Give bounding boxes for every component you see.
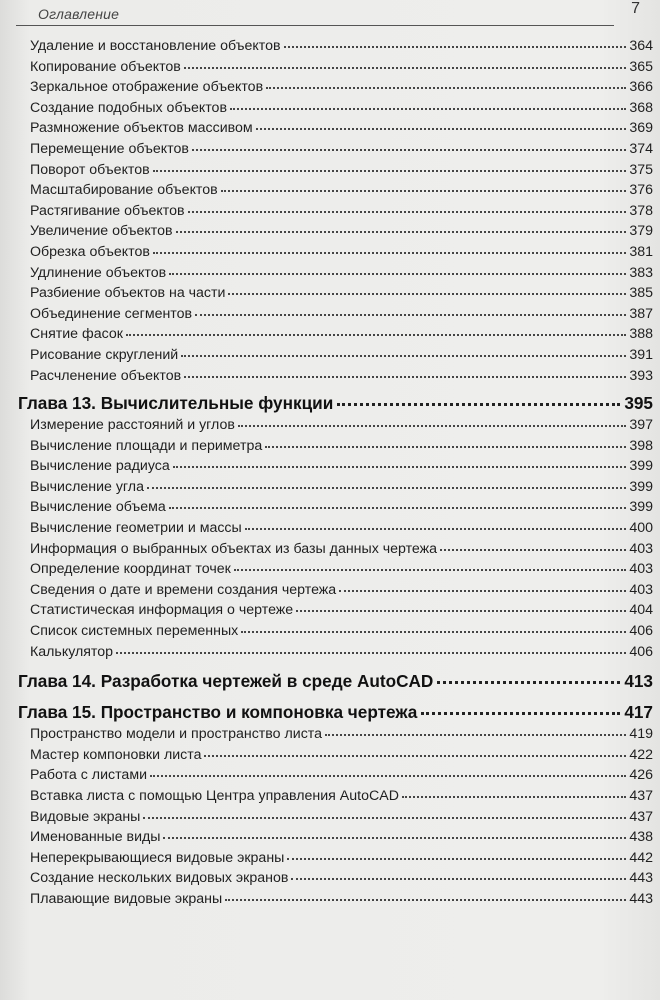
entry-title: Работа с листами	[30, 767, 147, 784]
entry-page: 383	[629, 264, 653, 281]
entry-page: 391	[629, 346, 653, 363]
entry-title: Копирование объектов	[30, 58, 181, 75]
entry-title: Вычисление объема	[30, 499, 166, 516]
chapter-title: Глава 15. Пространство и компоновка чертежа	[18, 702, 418, 723]
entry-page: 366	[629, 79, 653, 96]
toc-entry	[0, 221, 660, 242]
dot-leader	[225, 898, 626, 901]
chapter-page: 395	[624, 393, 653, 414]
entry-page: 399	[629, 478, 653, 495]
entry-title: Плавающие видовые экраны	[30, 890, 223, 907]
entry-page: 438	[629, 829, 653, 846]
dot-leader	[440, 548, 626, 551]
toc-chapter-13	[0, 391, 660, 415]
entry-page: 381	[629, 243, 653, 260]
toc-entry	[0, 765, 660, 786]
toc-entry	[0, 415, 660, 436]
entry-page: 398	[629, 437, 653, 454]
entry-title: Создание нескольких видовых экранов	[30, 870, 289, 887]
toc-entry	[0, 518, 660, 539]
toc-entry	[0, 477, 660, 498]
dot-leader	[291, 877, 626, 880]
entry-page: 399	[629, 499, 653, 516]
dot-leader	[153, 169, 627, 172]
dot-leader	[238, 424, 626, 427]
toc-entry	[0, 745, 660, 766]
toc-entry	[0, 600, 660, 621]
toc-entry	[0, 827, 660, 848]
entry-title: Создание подобных объектов	[30, 99, 227, 116]
entry-title: Именованные виды	[30, 829, 161, 846]
toc-group-chapter-15	[0, 724, 660, 909]
dot-leader	[169, 506, 627, 509]
entry-page: 419	[629, 726, 653, 743]
dot-leader	[204, 754, 626, 757]
page-number: 7	[631, 0, 640, 17]
dot-leader	[287, 857, 626, 860]
entry-title: Обрезка объектов	[30, 243, 150, 260]
entry-page: 368	[629, 99, 653, 116]
toc-entry	[0, 868, 660, 889]
dot-leader	[188, 210, 627, 213]
toc-entry	[0, 139, 660, 160]
entry-page: 403	[629, 561, 653, 578]
entry-title: Масштабирование объектов	[30, 182, 218, 199]
toc-entry	[0, 621, 660, 642]
toc-entry	[0, 242, 660, 263]
chapter-page: 413	[624, 671, 653, 692]
toc-entry	[0, 180, 660, 201]
dot-leader	[339, 589, 626, 592]
entry-page: 437	[629, 808, 653, 825]
entry-page: 365	[629, 58, 653, 75]
toc-entry	[0, 456, 660, 477]
toc-entry	[0, 304, 660, 325]
dot-leader	[265, 445, 626, 448]
entry-title: Видовые экраны	[30, 808, 141, 825]
entry-page: 443	[629, 890, 653, 907]
toc-chapter-15	[0, 700, 660, 724]
entry-title: Пространство модели и пространство листа	[30, 726, 323, 743]
entry-page: 376	[629, 182, 653, 199]
toc-entry	[0, 497, 660, 518]
entry-title: Удаление и восстановление объектов	[30, 38, 281, 54]
toc-entry	[0, 98, 660, 119]
entry-title: Поворот объектов	[30, 161, 150, 178]
entry-title: Растягивание объектов	[30, 202, 185, 219]
dot-leader	[337, 402, 620, 406]
entry-page: 403	[629, 581, 653, 598]
header-rule	[16, 25, 614, 26]
dot-leader	[421, 711, 620, 715]
toc-entry	[0, 77, 660, 98]
entry-title: Разбиение объектов на части	[30, 285, 226, 302]
dot-leader	[184, 375, 626, 378]
toc-entry	[0, 539, 660, 560]
entry-page: 406	[629, 623, 653, 640]
dot-leader	[230, 107, 626, 110]
toc-entry	[0, 118, 660, 139]
entry-page: 406	[629, 643, 653, 660]
dot-leader	[325, 733, 626, 736]
entry-title: Снятие фасок	[30, 326, 123, 343]
entry-title: Увеличение объектов	[30, 223, 173, 240]
entry-page: 422	[629, 746, 653, 763]
entry-page: 400	[629, 520, 653, 537]
toc-entry	[0, 786, 660, 807]
entry-page: 437	[629, 788, 653, 804]
entry-page: 387	[629, 305, 653, 322]
entry-page: 397	[629, 417, 653, 434]
dot-leader	[284, 45, 627, 48]
toc-entry	[0, 724, 660, 745]
entry-title: Зеркальное отображение объектов	[30, 79, 264, 96]
entry-page: 404	[629, 602, 653, 619]
toc-entry	[0, 201, 660, 222]
toc-entry	[0, 283, 660, 304]
entry-title: Информация о выбранных объектах из базы данных чертежа	[30, 540, 438, 557]
toc-entry	[0, 36, 660, 57]
dot-leader	[163, 836, 626, 839]
entry-title: Удлинение объектов	[30, 264, 167, 281]
dot-leader	[192, 148, 626, 151]
entry-page: 364	[629, 38, 653, 54]
toc-entry	[0, 263, 660, 284]
entry-title: Расчленение объектов	[30, 367, 182, 384]
entry-title: Вычисление геометрии и массы	[30, 520, 242, 537]
chapter-title: Глава 14. Разработка чертежей в среде AutoCAD	[18, 671, 434, 692]
dot-leader	[181, 354, 626, 357]
dot-leader	[256, 127, 627, 130]
toc-entry	[0, 889, 660, 910]
toc-entry	[0, 345, 660, 366]
table-of-contents	[0, 36, 660, 910]
entry-page: 375	[629, 161, 653, 178]
entry-title: Определение координат точек	[30, 561, 231, 578]
dot-leader	[195, 313, 626, 316]
entry-title: Список системных переменных	[30, 623, 239, 640]
entry-page: 443	[629, 870, 653, 887]
entry-page: 369	[629, 120, 653, 137]
dot-leader	[228, 292, 626, 295]
entry-title: Мастер компоновки листа	[30, 746, 202, 763]
toc-entry	[0, 324, 660, 345]
entry-page: 393	[629, 367, 653, 384]
toc-group-chapter-12-tail	[0, 36, 660, 386]
toc-entry	[0, 559, 660, 580]
entry-title: Объединение сегментов	[30, 305, 193, 322]
section-title: Оглавление	[38, 6, 120, 22]
dot-leader	[173, 465, 627, 468]
entry-page: 399	[629, 458, 653, 475]
entry-title: Измерение расстояний и углов	[30, 417, 235, 434]
toc-entry	[0, 436, 660, 457]
entry-page: 388	[629, 326, 653, 343]
entry-title: Сведения о дате и времени создания чертежа	[30, 581, 337, 598]
entry-title: Калькулятор	[30, 643, 114, 660]
toc-entry	[0, 580, 660, 601]
chapter-title: Глава 13. Вычислительные функции	[18, 393, 334, 414]
dot-leader	[221, 189, 627, 192]
toc-chapter-14	[0, 669, 660, 693]
dot-leader	[402, 795, 626, 798]
entry-page: 403	[629, 540, 653, 557]
dot-leader	[296, 609, 626, 612]
dot-leader	[437, 680, 620, 684]
entry-title: Вычисление площади и периметра	[30, 437, 263, 454]
entry-page: 426	[629, 767, 653, 784]
entry-title: Вставка листа с помощью Центра управления AutoCAD	[30, 788, 399, 804]
entry-title: Рисование скруглений	[30, 346, 179, 363]
entry-title: Вычисление угла	[30, 478, 144, 495]
toc-entry	[0, 807, 660, 828]
dot-leader	[116, 651, 626, 654]
entry-page: 374	[629, 140, 653, 157]
entry-page: 442	[629, 849, 653, 866]
dot-leader	[176, 230, 627, 233]
dot-leader	[245, 527, 627, 530]
dot-leader	[143, 816, 626, 819]
dot-leader	[266, 86, 626, 89]
running-head	[8, 0, 652, 28]
toc-entry	[0, 57, 660, 78]
entry-page: 379	[629, 223, 653, 240]
entry-page: 378	[629, 202, 653, 219]
entry-title: Вычисление радиуса	[30, 458, 170, 475]
entry-page: 385	[629, 285, 653, 302]
dot-leader	[169, 272, 626, 275]
dot-leader	[184, 66, 626, 69]
dot-leader	[234, 568, 627, 571]
dot-leader	[126, 333, 626, 336]
toc-entry	[0, 160, 660, 181]
toc-entry	[0, 848, 660, 869]
dot-leader	[147, 486, 626, 489]
toc-entry	[0, 366, 660, 387]
dot-leader	[241, 630, 626, 633]
toc-entry	[0, 642, 660, 663]
entry-title: Перемещение объектов	[30, 140, 189, 157]
entry-title: Размножение объектов массивом	[30, 120, 253, 137]
dot-leader	[150, 774, 626, 777]
chapter-page: 417	[624, 702, 653, 723]
entry-title: Статистическая информация о чертеже	[30, 602, 294, 619]
toc-group-chapter-13	[0, 415, 660, 662]
entry-title: Неперекрывающиеся видовые экраны	[30, 849, 285, 866]
dot-leader	[153, 251, 626, 254]
